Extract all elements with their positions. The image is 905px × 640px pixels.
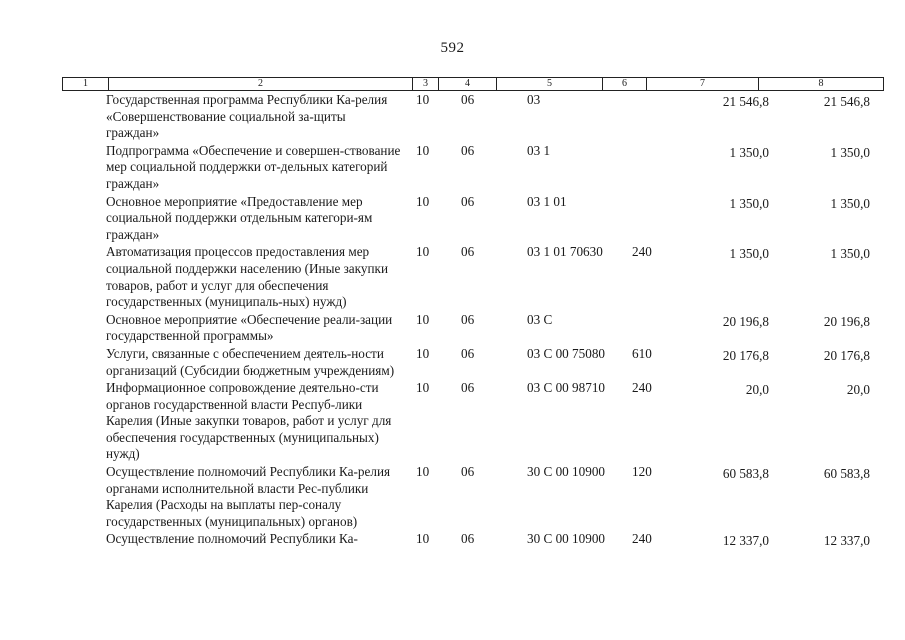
row-subsection: 06 [461,193,475,209]
row-description: Осуществление полномочий Республики Ка- [106,531,358,547]
table-row [0,312,905,345]
row-sum-col-8: 1 350,0 [830,195,870,211]
row-expense-type: 610 [632,345,652,361]
row-sum-col-7: 1 350,0 [729,195,769,211]
table-row [0,92,905,142]
row-target-code: 03 С 00 98710 [527,380,606,396]
row-description: Подпрограмма «Обеспечение и совершен-ствование мер социальной поддержки от-дельных категорий граждан» [106,142,401,191]
row-description: Информационное сопровождение деятельно-сти органов государственной власти Респуб-лики Карелия (Иные закупки товаров, работ и услуг для обеспечения государственных (муниципальных) нужд) [106,380,392,462]
table-row [0,143,905,193]
row-sum-col-7: 20 196,8 [722,313,769,329]
row-sum-col-8: 20 176,8 [823,347,870,363]
row-subsection: 06 [461,380,475,396]
row-description: Основное мероприятие «Обеспечение реали-зации государственной программы» [106,311,393,344]
row-description: Автоматизация процессов предоставления мер социальной поддержки населению (Иные закупки товаров, работ и услуг для обеспечения государственных (муниципаль-ных) нужд) [106,244,388,310]
table-row [0,464,905,530]
row-section: 10 [416,92,430,107]
header-col-1: 1 [63,78,109,90]
row-target-code: 03 [527,92,541,107]
row-sum-col-7: 1 350,0 [729,246,769,262]
row-section: 10 [416,142,430,158]
header-col-7: 7 [647,78,759,90]
header-col-5: 5 [497,78,603,90]
row-description: Государственная программа Республики Ка-релия «Совершенствование социальной за-щиты граждан» [106,92,388,141]
row-subsection: 06 [461,531,475,547]
row-target-code: 03 1 01 [527,193,567,209]
row-section: 10 [416,311,430,327]
row-subsection: 06 [461,311,475,327]
page-number: 592 [440,40,465,56]
table-row [0,380,905,463]
row-sum-col-8: 20,0 [846,382,870,398]
row-section: 10 [416,244,430,260]
table-row [0,346,905,379]
row-expense-type: 240 [632,244,652,260]
row-sum-col-7: 12 337,0 [722,533,769,549]
table-row [0,194,905,244]
row-expense-type: 240 [632,531,652,547]
row-sum-col-8: 1 350,0 [830,246,870,262]
row-target-code: 03 1 01 70630 [527,244,603,260]
header-col-3: 3 [413,78,439,90]
header-col-8: 8 [818,78,824,89]
row-sum-col-7: 1 350,0 [729,144,769,160]
row-sum-col-8: 21 546,8 [823,94,870,109]
row-sum-col-7: 21 546,8 [722,94,769,109]
row-sum-col-8: 12 337,0 [823,533,870,549]
row-expense-type: 240 [632,380,652,396]
row-sum-col-7: 20 176,8 [722,347,769,363]
row-section: 10 [416,380,430,396]
row-sum-col-8: 60 583,8 [823,466,870,482]
table-header [62,77,884,91]
row-sum-col-8: 1 350,0 [830,144,870,160]
row-target-code: 30 С 00 10900 [527,464,606,480]
row-section: 10 [416,345,430,361]
row-subsection: 06 [461,244,475,260]
row-subsection: 06 [461,142,475,158]
table-row [0,531,905,548]
table-row [0,244,905,310]
row-target-code: 03 С 00 75080 [527,345,606,361]
header-col-2: 2 [109,78,413,90]
row-subsection: 06 [461,464,475,480]
row-section: 10 [416,464,430,480]
row-section: 10 [416,531,430,547]
row-subsection: 06 [461,92,475,107]
row-sum-col-7: 60 583,8 [722,466,769,482]
row-sum-col-7: 20,0 [745,382,769,398]
row-section: 10 [416,193,430,209]
row-sum-col-8: 20 196,8 [823,313,870,329]
header-col-4: 4 [439,78,497,90]
row-target-code: 30 С 00 10900 [527,531,606,547]
row-target-code: 03 1 [527,142,551,158]
row-expense-type: 120 [632,464,652,480]
row-subsection: 06 [461,345,475,361]
header-col-6: 6 [603,78,647,90]
row-description: Услуги, связанные с обеспечением деятель-ности организаций (Субсидии бюджетным учреждениям) [106,345,395,378]
row-description: Основное мероприятие «Предоставление мер социальной поддержки отдельным категори-ям граждан» [106,193,373,242]
table-body [0,92,905,549]
row-description: Осуществление полномочий Республики Ка-релия органами исполнительной власти Рес-публики Карелия (Расходы на выплаты пер-соналу государственных (муниципальных) органов) [106,464,391,529]
row-target-code: 03 С [527,311,553,327]
